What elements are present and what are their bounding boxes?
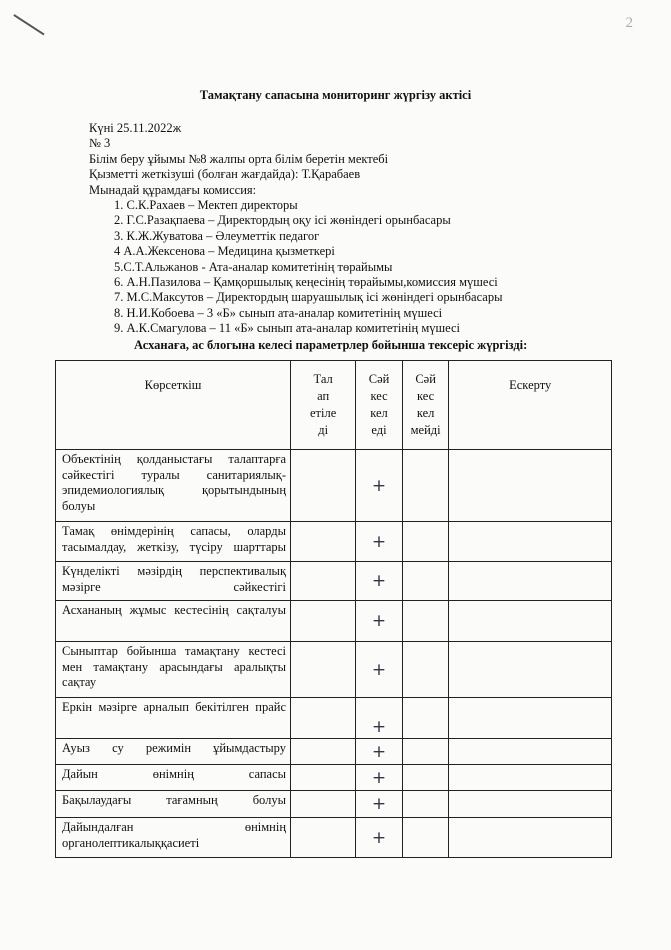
indicator-cell: Ауыз су режимін ұйымдастыру — [56, 739, 291, 765]
header-line: мейді — [410, 423, 441, 437]
required-cell — [291, 818, 356, 858]
note-cell — [449, 450, 612, 522]
date-line: Күні 25.11.2022ж — [89, 121, 182, 135]
inspection-table — [55, 360, 612, 858]
note-cell — [449, 522, 612, 562]
compliant-mark: + — [356, 791, 403, 818]
performer-line: Қызметті жеткізуші (болған жағдайда): Т.Қарабаев — [89, 167, 361, 182]
header-line: етіле — [310, 406, 337, 420]
required-cell — [291, 642, 356, 698]
compliant-mark: + — [356, 562, 403, 601]
required-cell — [291, 791, 356, 818]
header-indicator-label: Көрсеткіш — [144, 378, 202, 392]
commission-member: 2. Г.С.Разақпаева – Директордың оқу ісі жөніндегі орынбасары — [114, 213, 451, 228]
noncompliant-cell — [402, 562, 449, 601]
commission-line: Мынадай құрамдағы комиссия: — [89, 182, 257, 197]
note-cell — [449, 698, 612, 739]
required-cell — [291, 698, 356, 739]
note-cell — [449, 765, 612, 791]
indicator-cell: Дайындалған өнімнің органолептикалыққасиеті — [56, 818, 291, 858]
commission-member: 5.С.Т.Альжанов - Ата-аналар комитетінің төрайымы — [114, 259, 393, 274]
commission-member: 4 А.А.Жексенова – Медицина қызметкері — [114, 244, 335, 259]
header-line: Сәй — [368, 372, 390, 386]
noncompliant-cell — [402, 765, 449, 791]
table-row — [56, 765, 612, 791]
header-compliant — [356, 361, 403, 450]
header-line: Тал — [313, 372, 333, 386]
noncompliant-cell — [402, 601, 449, 642]
table-header-row — [56, 361, 612, 450]
noncompliant-cell — [402, 522, 449, 562]
table-row — [56, 522, 612, 562]
note-cell — [449, 739, 612, 765]
header-required — [291, 361, 356, 450]
commission-member: 6. А.Н.Пазилова – Қамқоршылық кеңесінің төрайымы,комиссия мүшесі — [114, 275, 498, 290]
header-line: ді — [318, 423, 329, 437]
inspection-subtitle: Асханаға, ас блогына келесі параметрлер бойынша тексеріс жүргізді: — [134, 338, 528, 352]
indicator-cell: Дайын өнімнің сапасы — [56, 765, 291, 791]
note-cell — [449, 791, 612, 818]
indicator-cell: Асхананың жұмыс кестесінің сақталуы — [56, 601, 291, 642]
compliant-mark: + — [356, 765, 403, 791]
required-cell — [291, 450, 356, 522]
indicator-cell: Еркін мәзірге арналып бекітілген прайс — [56, 698, 291, 739]
table-row — [56, 818, 612, 858]
header-note-label: Ескерту — [509, 378, 552, 392]
compliant-mark: + — [356, 698, 403, 739]
compliant-mark: + — [356, 739, 403, 765]
header-indicator — [56, 361, 291, 450]
table-row — [56, 642, 612, 698]
table-row — [56, 450, 612, 522]
note-cell — [449, 562, 612, 601]
header-line: кес — [370, 389, 388, 403]
header-line: еді — [371, 423, 387, 437]
header-line: ап — [317, 389, 330, 403]
required-cell — [291, 601, 356, 642]
commission-members-list — [114, 198, 502, 337]
required-cell — [291, 522, 356, 562]
act-meta — [89, 121, 388, 198]
indicator-cell: Объектінің қолданыстағы талаптарға сәйкестігі туралы санитариялық-эпидемиологиялық қорытындының болуы — [56, 450, 291, 522]
indicator-cell: Күнделікті мәзірдің перспективалық мәзірге сәйкестігі — [56, 562, 291, 601]
compliant-mark: + — [356, 642, 403, 698]
commission-member: 7. М.С.Максутов – Директордың шаруашылық ісі жөніндегі орынбасары — [114, 290, 503, 305]
table-row — [56, 698, 612, 739]
table-row — [56, 601, 612, 642]
compliant-mark: + — [356, 601, 403, 642]
page-corner-mark: 2 — [625, 15, 633, 31]
commission-member: 8. Н.И.Кобоева – 3 «Б» сынып ата-аналар комитетінің мүшесі — [114, 305, 443, 320]
indicator-cell: Тамақ өнімдерінің сапасы, оларды тасымалдау, жеткізу, түсіру шарттары — [56, 522, 291, 562]
header-line: кес — [417, 389, 435, 403]
school-line: Білім беру ұйымы №8 жалпы орта білім беретін мектебі — [89, 151, 389, 166]
header-note — [449, 361, 612, 450]
noncompliant-cell — [402, 642, 449, 698]
table-row — [56, 739, 612, 765]
noncompliant-cell — [402, 739, 449, 765]
note-cell — [449, 642, 612, 698]
commission-member: 1. С.К.Рахаев – Мектеп директоры — [114, 198, 298, 212]
header-noncompliant — [402, 361, 449, 450]
indicator-cell: Сыныптар бойынша тамақтану кестесі мен тамақтану арасындағы аралықты сақтау — [56, 642, 291, 698]
table-row — [56, 562, 612, 601]
noncompliant-cell — [402, 450, 449, 522]
note-cell — [449, 601, 612, 642]
commission-member: 9. А.К.Смагулова – 11 «Б» сынып ата-аналар комитетінің мүшесі — [114, 321, 460, 336]
header-line: Сәй — [415, 372, 436, 386]
noncompliant-cell — [402, 791, 449, 818]
compliant-mark: + — [356, 522, 403, 562]
header-line: кел — [370, 406, 388, 420]
header-line: кел — [416, 406, 435, 420]
noncompliant-cell — [402, 818, 449, 858]
required-cell — [291, 765, 356, 791]
compliant-mark: + — [356, 450, 403, 522]
commission-member: 3. К.Ж.Жуватова – Әлеуметтік педагог — [114, 228, 320, 243]
required-cell — [291, 739, 356, 765]
compliant-mark: + — [356, 818, 403, 858]
indicator-cell: Бақылаудағы тағамның болуы — [56, 791, 291, 818]
note-cell — [449, 818, 612, 858]
noncompliant-cell — [402, 698, 449, 739]
page-fold-mark — [14, 14, 45, 35]
table-row — [56, 791, 612, 818]
act-title: Тамақтану сапасына мониторинг жүргізу актісі — [199, 88, 472, 102]
required-cell — [291, 562, 356, 601]
number-line: № 3 — [89, 136, 111, 151]
